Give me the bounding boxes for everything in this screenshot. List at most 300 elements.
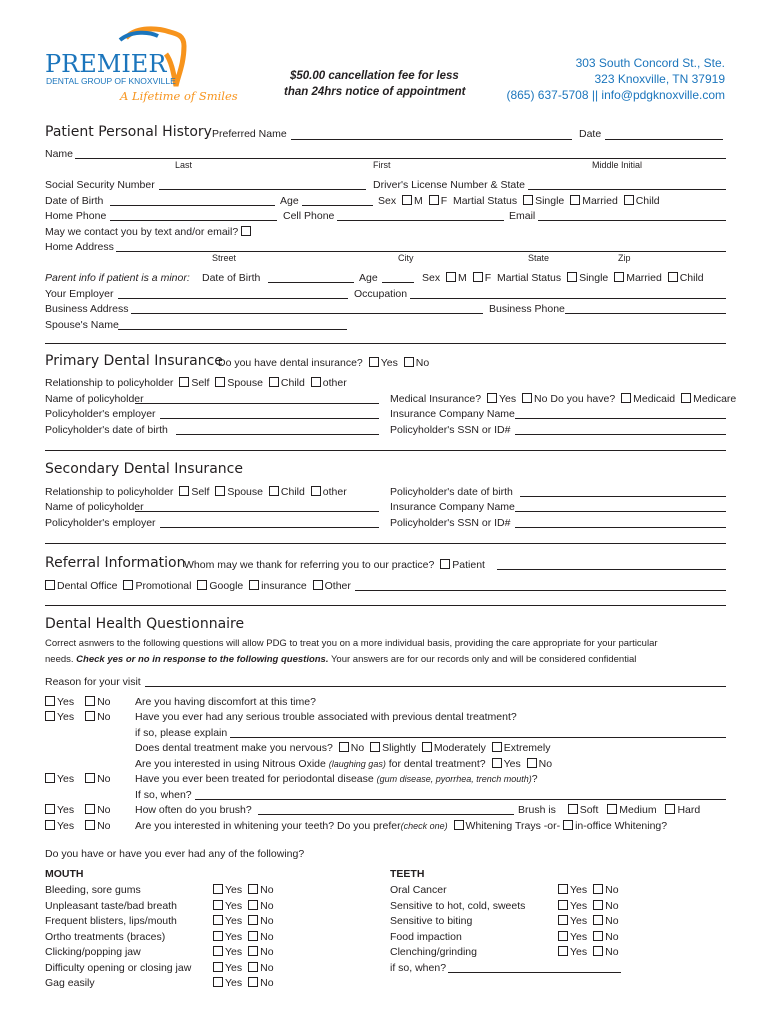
soft-label: Soft <box>579 804 599 816</box>
q2-yes-checkbox[interactable] <box>45 711 55 721</box>
hard-checkbox[interactable] <box>665 804 675 814</box>
primary-employer-field[interactable] <box>160 418 379 419</box>
yes-label: Yes <box>380 357 398 369</box>
cancellation-fee-line2: than 24hrs notice of appointment <box>284 86 466 98</box>
parent-info-label: Parent info if patient is a minor: <box>45 272 190 284</box>
business-address-field[interactable] <box>131 313 483 314</box>
section-title-referral: Referral Information <box>45 555 186 571</box>
section-title-secondary: Secondary Dental Insurance <box>45 461 243 477</box>
soft-checkbox[interactable] <box>568 804 578 814</box>
contact-question <box>45 226 253 238</box>
preferred-name-label: Preferred Name <box>212 128 287 140</box>
dob-field[interactable] <box>110 205 275 206</box>
sex-f-label: F <box>440 195 448 207</box>
whitening-trays-checkbox[interactable] <box>454 820 464 830</box>
teeth-no-checkbox[interactable] <box>593 884 603 894</box>
no-label: No <box>97 711 111 723</box>
mouth-item-label: Gag easily <box>45 977 95 989</box>
do-you-have-label: Do you have? <box>550 393 616 405</box>
q6-yes-checkbox[interactable] <box>45 804 55 814</box>
q5-when-label: If so, when? <box>135 789 192 801</box>
divider <box>45 605 726 606</box>
teeth-title: TEETH <box>390 868 425 880</box>
date-label: Date <box>579 128 602 140</box>
contact-question-label: May we contact you by text and/or email? <box>45 226 239 238</box>
medical-insurance-label: Medical Insurance? <box>390 393 482 405</box>
mouth-no-checkbox[interactable] <box>248 931 258 941</box>
teeth-when-label: if so, when? <box>390 962 447 974</box>
yes-label: Yes <box>57 711 75 723</box>
q2-text: Have you ever had any serious trouble associated with previous dental treatment? <box>135 711 517 723</box>
business-phone-label: Business Phone <box>489 303 565 315</box>
parent-single-checkbox[interactable] <box>567 272 577 282</box>
dl-label: Driver's License Number & State <box>373 179 525 191</box>
referral-question: Whom may we thank for referring you to our practice? <box>184 559 435 571</box>
section-title-questionnaire: Dental Health Questionnaire <box>45 616 245 632</box>
yes-label: Yes <box>57 804 75 816</box>
parent-dob-field[interactable] <box>268 282 354 283</box>
patient-label: Patient <box>452 559 485 571</box>
date-field[interactable] <box>605 139 723 140</box>
primary-dob-field[interactable] <box>176 434 379 435</box>
teeth-yes-checkbox[interactable] <box>558 931 568 941</box>
q4-text-end: for dental treatment? <box>388 758 486 770</box>
street-sublabel: Street <box>212 253 237 263</box>
single-checkbox[interactable] <box>523 195 533 205</box>
yes-label: Yes <box>57 773 75 785</box>
intro-confidential: Your answers are for our records only and will be considered confidential <box>330 654 637 665</box>
medical-no-checkbox[interactable] <box>522 393 532 403</box>
mouth-item-label: Frequent blisters, lips/mouth <box>45 915 177 927</box>
q5-yes-checkbox[interactable] <box>45 773 55 783</box>
medium-checkbox[interactable] <box>607 804 617 814</box>
email-field[interactable] <box>538 220 726 221</box>
referral-patient-checkbox[interactable] <box>440 559 450 569</box>
dental-insurance-label: Do you have dental insurance? <box>218 357 363 369</box>
dental-office-checkbox[interactable] <box>45 580 55 590</box>
intro-line2 <box>45 654 636 665</box>
parent-sex-options <box>422 272 704 284</box>
no-label: No <box>605 899 619 912</box>
medical-yes-label: Yes <box>498 393 517 405</box>
spouse-label: Spouse <box>227 377 263 389</box>
q1-no-checkbox[interactable] <box>85 696 95 706</box>
employer-label: Your Employer <box>45 288 114 300</box>
no-label: No <box>97 696 111 708</box>
moderately-label: Moderately <box>433 742 486 754</box>
insurance-label: insurance <box>261 580 307 592</box>
last-sublabel: Last <box>175 160 193 170</box>
parent-married-label: Married <box>626 272 662 284</box>
primary-ssn-field[interactable] <box>515 434 726 435</box>
q2-explain-label: if so, please explain <box>135 727 228 739</box>
teeth-when-field[interactable] <box>448 972 621 973</box>
teeth-item-yesno <box>555 931 619 943</box>
middle-sublabel: Middle Initial <box>592 160 643 170</box>
no-label: No <box>97 804 111 816</box>
mouth-no-checkbox[interactable] <box>248 962 258 972</box>
mouth-yes-checkbox[interactable] <box>213 915 223 925</box>
no-label: No <box>260 899 274 912</box>
no-label: No <box>260 915 274 927</box>
q3-text: Does dental treatment make you nervous? <box>135 742 333 754</box>
inoffice-checkbox[interactable] <box>563 820 573 830</box>
zip-sublabel: Zip <box>618 253 631 263</box>
parent-sex-f-checkbox[interactable] <box>473 272 483 282</box>
divider <box>45 343 726 344</box>
name-field[interactable] <box>75 158 726 159</box>
dl-field[interactable] <box>528 189 726 190</box>
q7-check-one: (check one) <box>400 821 448 831</box>
teeth-item-yesno <box>555 946 619 958</box>
q6-text: How often do you brush? <box>135 804 252 816</box>
sex-m-label: M <box>414 195 423 207</box>
whitening-trays-label: Whitening Trays -or- <box>465 820 561 832</box>
q3-row <box>135 742 550 754</box>
cancellation-fee-line1: $50.00 cancellation fee for less <box>290 70 459 82</box>
q2-yesno <box>42 711 111 723</box>
mouth-no-checkbox[interactable] <box>248 884 258 894</box>
teeth-no-checkbox[interactable] <box>593 931 603 941</box>
parent-sex-m-label: M <box>458 272 467 284</box>
cell-phone-field[interactable] <box>337 220 504 221</box>
marital-label: Martial Status <box>452 195 518 207</box>
address-line2: 323 Knoxville, TN 37919 <box>594 72 725 86</box>
teeth-item-label: Sensitive to hot, cold, sweets <box>390 899 526 912</box>
child-label: Child <box>280 486 305 498</box>
primary-name-label: Name of policyholder <box>45 393 144 405</box>
referral-other-field[interactable] <box>355 590 726 591</box>
medical-yes-checkbox[interactable] <box>487 393 497 403</box>
mouth-item-yesno <box>210 884 274 896</box>
age-field[interactable] <box>302 205 373 206</box>
mouth-item-yesno <box>210 900 274 912</box>
q6-no-checkbox[interactable] <box>85 804 95 814</box>
q7-yesno <box>42 820 111 832</box>
mouth-item-yesno <box>210 962 274 974</box>
teeth-no-checkbox[interactable] <box>593 900 603 910</box>
no-label: No <box>97 820 111 832</box>
ssn-label: Social Security Number <box>45 179 155 191</box>
secondary-employer-field[interactable] <box>160 527 379 528</box>
secondary-ssn-label: Policyholder's SSN or ID# <box>390 517 511 529</box>
first-sublabel: First <box>373 160 391 170</box>
q1-yesno <box>42 696 111 708</box>
no-label: No <box>605 930 619 943</box>
no-label: No <box>605 884 619 896</box>
intro-instruction: Check yes or no in response to the following questions. <box>76 654 329 665</box>
intro-line1: Correct asnwers to the following questions will allow PDG to treat you on a more individual basis, providing the care appropriate for your particular <box>45 638 658 649</box>
teeth-no-checkbox[interactable] <box>593 915 603 925</box>
mouth-no-checkbox[interactable] <box>248 946 258 956</box>
q2-no-checkbox[interactable] <box>85 711 95 721</box>
parent-marital-label: Martial Status <box>496 272 562 284</box>
mouth-no-checkbox[interactable] <box>248 915 258 925</box>
mouth-no-checkbox[interactable] <box>248 900 258 910</box>
primary-name-field[interactable] <box>135 403 379 404</box>
q7-yes-checkbox[interactable] <box>45 820 55 830</box>
no-label: No <box>260 961 274 974</box>
contact-checkbox[interactable] <box>241 226 251 236</box>
self-label: Self <box>191 377 210 389</box>
business-address-label: Business Address <box>45 303 129 315</box>
parent-sex-f-label: F <box>484 272 492 284</box>
parent-dob-label: Date of Birth <box>202 272 261 284</box>
yes-label: Yes <box>225 899 243 912</box>
occupation-field[interactable] <box>410 298 726 299</box>
yes-label: Yes <box>570 946 588 958</box>
parent-sex-m-checkbox[interactable] <box>446 272 456 282</box>
secondary-company-field[interactable] <box>515 511 726 512</box>
q4-row <box>135 758 552 770</box>
q6-yesno <box>42 804 111 816</box>
age-label: Age <box>280 195 299 207</box>
mouth-item-label: Bleeding, sore gums <box>45 884 141 896</box>
teeth-item-yesno <box>555 900 619 912</box>
q7-row <box>135 820 667 832</box>
preferred-name-field[interactable] <box>291 139 572 140</box>
child-checkbox[interactable] <box>624 195 634 205</box>
mouth-yes-checkbox[interactable] <box>213 884 223 894</box>
q4-text: Are you interested in using Nitrous Oxide <box>135 758 326 770</box>
dental-insurance-question <box>218 357 429 369</box>
employer-field[interactable] <box>118 298 348 299</box>
city-sublabel: City <box>398 253 414 263</box>
yes-label: Yes <box>225 915 243 927</box>
yes-label: Yes <box>570 899 588 912</box>
primary-self-checkbox[interactable] <box>179 377 189 387</box>
q1-text: Are you having discomfort at this time? <box>135 696 316 708</box>
yes-label: Yes <box>225 946 243 958</box>
mouth-yes-checkbox[interactable] <box>213 900 223 910</box>
q7-no-checkbox[interactable] <box>85 820 95 830</box>
home-phone-field[interactable] <box>110 220 277 221</box>
q5-text: Have you ever been treated for periodontal disease <box>135 773 374 785</box>
no-label: No <box>538 758 553 770</box>
secondary-dob-label: Policyholder's date of birth <box>390 486 513 498</box>
slightly-label: Slightly <box>382 742 416 754</box>
medicaid-checkbox[interactable] <box>621 393 631 403</box>
medicare-checkbox[interactable] <box>681 393 691 403</box>
logo-tagline: A Lifetime of Smiles <box>120 89 238 103</box>
contact-line: (865) 637-5708 || info@pdgknoxville.com <box>506 88 725 102</box>
parent-married-checkbox[interactable] <box>614 272 624 282</box>
primary-other-checkbox[interactable] <box>311 377 321 387</box>
other-referral-checkbox[interactable] <box>313 580 323 590</box>
mouth-item-yesno <box>210 977 274 989</box>
other-label: other <box>322 377 347 389</box>
spouse-name-label: Spouse's Name <box>45 319 119 331</box>
relationship-label: Relationship to policyholder <box>45 486 174 498</box>
teeth-yes-checkbox[interactable] <box>558 915 568 925</box>
mouth-title: MOUTH <box>45 868 84 880</box>
dental-insurance-yes-checkbox[interactable] <box>369 357 379 367</box>
q7-text: Are you interested in whitening your teeth? <box>135 820 335 832</box>
mouth-yes-checkbox[interactable] <box>213 931 223 941</box>
spouse-name-field[interactable] <box>118 329 347 330</box>
q5-row <box>135 773 538 785</box>
yes-label: Yes <box>225 961 243 974</box>
sex-options <box>378 195 660 207</box>
dental-insurance-no-checkbox[interactable] <box>404 357 414 367</box>
no-label: No <box>260 977 274 989</box>
yes-label: Yes <box>225 884 243 896</box>
q3-no-checkbox[interactable] <box>339 742 349 752</box>
primary-employer-label: Policyholder's employer <box>45 408 156 420</box>
medical-insurance-row <box>390 393 736 405</box>
self-label: Self <box>191 486 210 498</box>
q4-yes-checkbox[interactable] <box>492 758 502 768</box>
secondary-spouse-checkbox[interactable] <box>215 486 225 496</box>
no-label: No <box>260 930 274 943</box>
medicare-label: Medicare <box>693 393 737 405</box>
home-phone-label: Home Phone <box>45 210 107 222</box>
moderately-checkbox[interactable] <box>422 742 432 752</box>
yes-label: Yes <box>225 930 243 943</box>
teeth-item-yesno <box>555 915 619 927</box>
parent-single-label: Single <box>579 272 609 284</box>
q2-explain-field[interactable] <box>230 737 726 738</box>
no-label: No <box>350 742 365 754</box>
mouth-item-label: Difficulty opening or closing jaw <box>45 961 192 974</box>
primary-company-field[interactable] <box>515 418 726 419</box>
home-address-field[interactable] <box>116 251 726 252</box>
secondary-company-label: Insurance Company Name <box>390 501 515 513</box>
section-title-primary: Primary Dental Insurance <box>45 353 223 369</box>
parent-sex-label: Sex <box>422 272 441 284</box>
q7-prefer: Do you prefer <box>336 820 401 832</box>
brush-row <box>518 804 700 816</box>
parent-age-label: Age <box>359 272 378 284</box>
mouth-yes-checkbox[interactable] <box>213 946 223 956</box>
no-label: No <box>260 884 274 896</box>
referral-options-row <box>42 580 351 592</box>
q4-laughing-gas: (laughing gas) <box>328 759 386 769</box>
dob-label: Date of Birth <box>45 195 104 207</box>
secondary-child-checkbox[interactable] <box>269 486 279 496</box>
other-referral-label: Other <box>324 580 351 592</box>
parent-child-checkbox[interactable] <box>668 272 678 282</box>
primary-spouse-checkbox[interactable] <box>215 377 225 387</box>
sex-f-checkbox[interactable] <box>429 195 439 205</box>
teeth-no-checkbox[interactable] <box>593 946 603 956</box>
q5-detail: (gum disease, pyorrhea, trench mouth) <box>376 774 532 784</box>
yes-label: Yes <box>503 758 521 770</box>
divider <box>45 543 726 544</box>
married-checkbox[interactable] <box>570 195 580 205</box>
business-phone-field[interactable] <box>565 313 726 314</box>
q5-yesno <box>42 773 111 785</box>
logo-word: PREMIER <box>45 50 167 78</box>
extremely-label: Extremely <box>503 742 551 754</box>
brush-is-label: Brush is <box>518 804 556 816</box>
mouth-item-label: Ortho treatments (braces) <box>45 930 166 943</box>
medium-label: Medium <box>619 804 657 816</box>
primary-child-checkbox[interactable] <box>269 377 279 387</box>
state-sublabel: State <box>528 253 550 263</box>
address-line1: 303 South Concord St., Ste. <box>575 56 725 70</box>
q5-when-field[interactable] <box>195 799 726 800</box>
mouth-item-label: Unpleasant taste/bad breath <box>45 899 177 912</box>
section-title-personal: Patient Personal History <box>45 124 212 140</box>
primary-ssn-label: Policyholder's SSN or ID# <box>390 424 511 436</box>
home-address-label: Home Address <box>45 241 114 253</box>
mouth-no-checkbox[interactable] <box>248 977 258 987</box>
teeth-item-label: Sensitive to biting <box>390 915 473 927</box>
inoffice-label: in-office Whitening? <box>575 820 668 832</box>
mouth-item-yesno <box>210 915 274 927</box>
promotional-checkbox[interactable] <box>123 580 133 590</box>
teeth-yes-checkbox[interactable] <box>558 900 568 910</box>
slightly-checkbox[interactable] <box>370 742 380 752</box>
logo-subtitle: DENTAL GROUP OF KNOXVILLE <box>46 76 176 86</box>
mouth-yes-checkbox[interactable] <box>213 977 223 987</box>
divider <box>45 450 726 451</box>
child-label: Child <box>280 377 305 389</box>
google-label: Google <box>209 580 244 592</box>
other-label: other <box>322 486 347 498</box>
parent-age-field[interactable] <box>382 282 414 283</box>
teeth-item-label: Clenching/grinding <box>390 946 477 958</box>
extremely-checkbox[interactable] <box>492 742 502 752</box>
mouth-item-yesno <box>210 931 274 943</box>
secondary-ssn-field[interactable] <box>515 527 726 528</box>
yes-label: Yes <box>57 820 75 832</box>
q5-no-checkbox[interactable] <box>85 773 95 783</box>
yes-label: Yes <box>570 930 588 943</box>
insurance-checkbox[interactable] <box>249 580 259 590</box>
q5-question-mark: ? <box>531 773 538 785</box>
hard-label: Hard <box>677 804 701 816</box>
parent-child-label: Child <box>679 272 704 284</box>
yes-label: Yes <box>570 884 588 896</box>
dental-office-label: Dental Office <box>57 580 118 592</box>
primary-relationship-row <box>45 377 347 389</box>
no-label: No <box>605 915 619 927</box>
secondary-name-label: Name of policyholder <box>45 501 144 513</box>
google-checkbox[interactable] <box>197 580 207 590</box>
sex-m-checkbox[interactable] <box>402 195 412 205</box>
secondary-name-field[interactable] <box>135 511 379 512</box>
ssn-field[interactable] <box>159 189 366 190</box>
cell-phone-label: Cell Phone <box>283 210 335 222</box>
teeth-yes-checkbox[interactable] <box>558 884 568 894</box>
q4-no-checkbox[interactable] <box>527 758 537 768</box>
secondary-dob-field[interactable] <box>520 496 726 497</box>
reason-field[interactable] <box>145 686 726 687</box>
occupation-label: Occupation <box>354 288 408 300</box>
spouse-label: Spouse <box>227 486 263 498</box>
mouth-yes-checkbox[interactable] <box>213 962 223 972</box>
q6-field[interactable] <box>258 814 514 815</box>
single-label: Single <box>535 195 565 207</box>
secondary-relationship-row <box>45 486 347 498</box>
teeth-item-label: Food impaction <box>390 930 462 943</box>
relationship-label: Relationship to policyholder <box>45 377 174 389</box>
no-label: No <box>97 773 111 785</box>
secondary-self-checkbox[interactable] <box>179 486 189 496</box>
q1-yes-checkbox[interactable] <box>45 696 55 706</box>
primary-company-label: Insurance Company Name <box>390 408 515 420</box>
referral-patient-field[interactable] <box>497 569 726 570</box>
secondary-other-checkbox[interactable] <box>311 486 321 496</box>
teeth-yes-checkbox[interactable] <box>558 946 568 956</box>
mouth-item-label: Clicking/popping jaw <box>45 946 141 958</box>
teeth-item-yesno <box>555 884 619 896</box>
secondary-employer-label: Policyholder's employer <box>45 517 156 529</box>
married-label: Married <box>582 195 618 207</box>
reason-label: Reason for your visit <box>45 676 141 688</box>
